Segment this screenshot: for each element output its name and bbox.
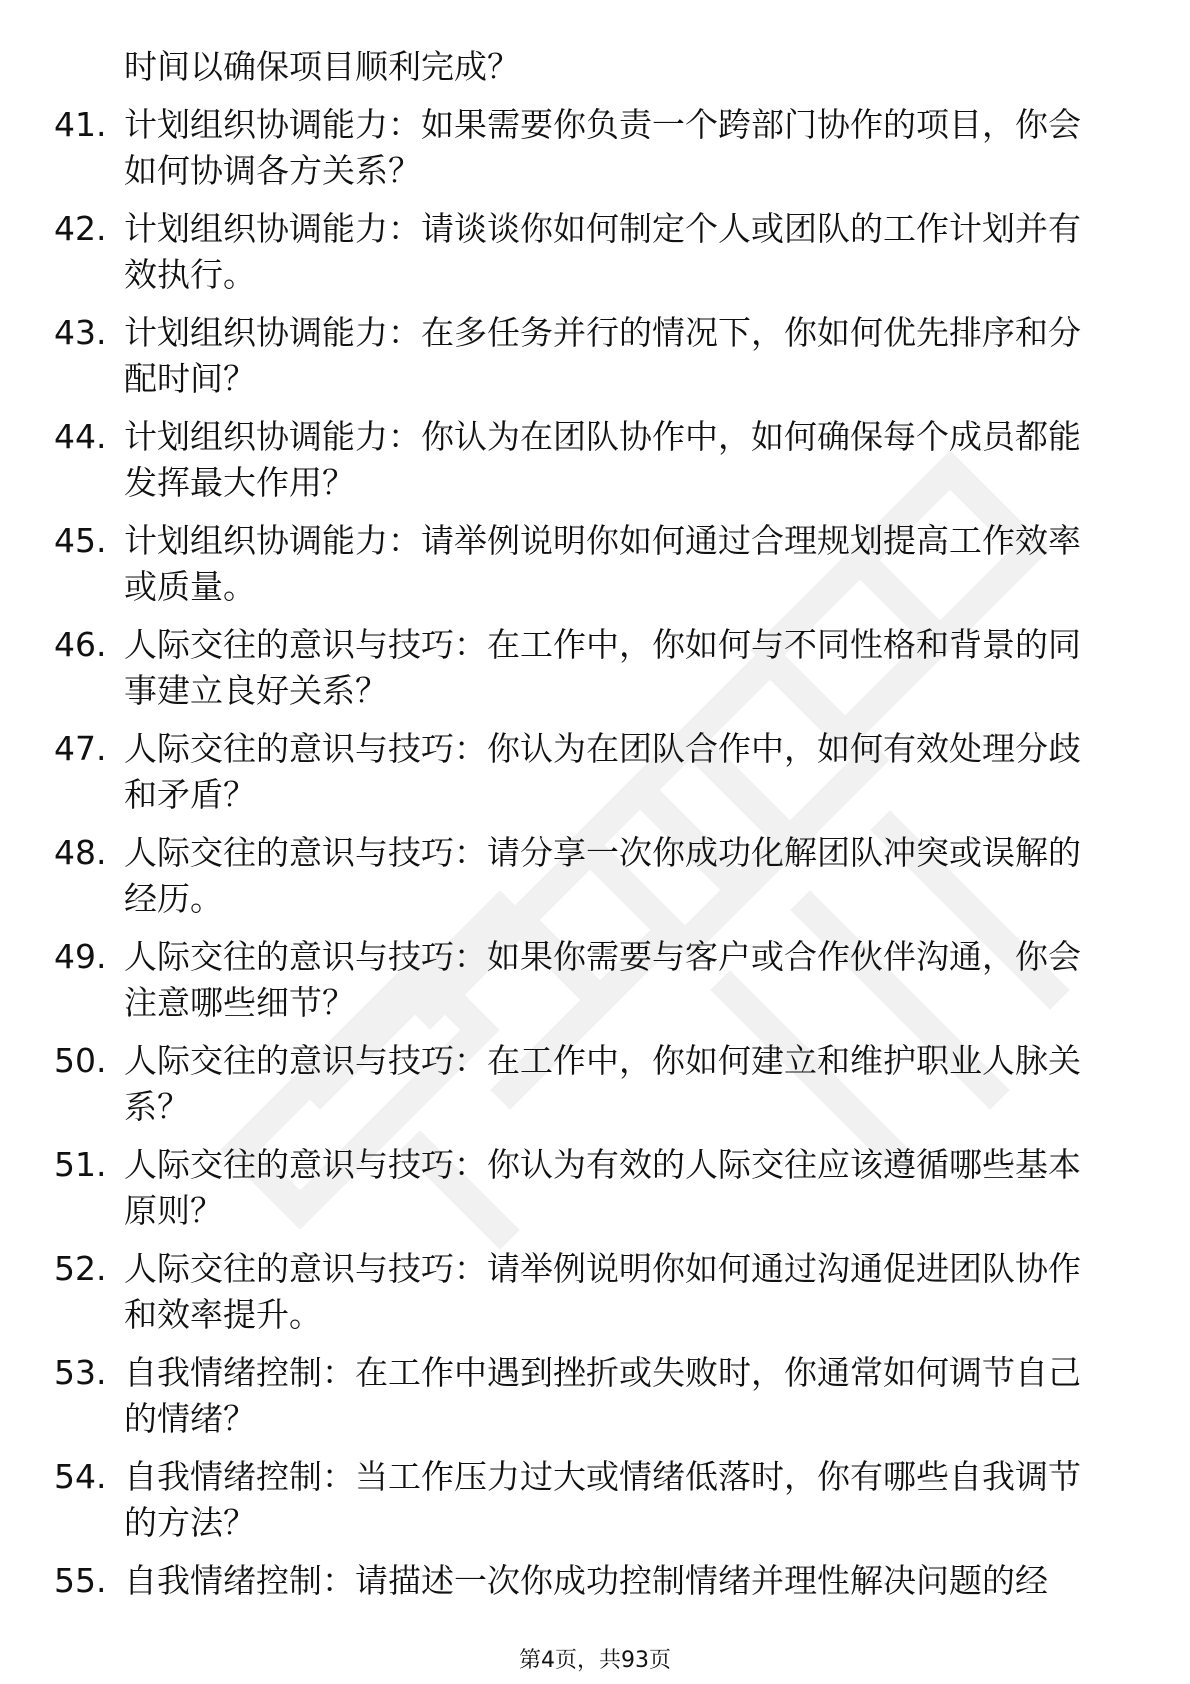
question-text: 计划组织协调能力：你认为在团队协作中，如何确保每个成员都能发挥最大作用？ (124, 417, 1081, 502)
question-text: 人际交往的意识与技巧：在工作中，你如何建立和维护职业人脉关系？ (124, 1041, 1081, 1126)
question-number: 51. (54, 1145, 107, 1184)
question-text: 自我情绪控制：在工作中遇到挫折或失败时，你通常如何调节自己的情绪？ (124, 1353, 1081, 1438)
question-item-45 (0, 518, 1190, 610)
question-text: 计划组织协调能力：请举例说明你如何通过合理规划提高工作效率或质量。 (124, 521, 1081, 606)
question-text: 自我情绪控制：当工作压力过大或情绪低落时，你有哪些自我调节的方法？ (124, 1457, 1081, 1542)
question-number: 46. (54, 625, 107, 664)
question-text: 人际交往的意识与技巧：请分享一次你成功化解团队冲突或误解的经历。 (124, 833, 1081, 918)
question-number: 43. (54, 313, 107, 352)
question-number: 42. (54, 209, 107, 248)
question-number: 41. (54, 105, 107, 144)
continued-question-text: 时间以确保项目顺利完成？ (124, 47, 520, 86)
page-footer: 第4页，共93页 (519, 1648, 671, 1673)
question-number: 45. (54, 521, 107, 560)
question-number: 52. (54, 1249, 107, 1288)
question-item-43 (0, 310, 1190, 402)
question-item-44 (0, 414, 1190, 506)
question-item-50 (0, 1038, 1190, 1130)
question-text: 计划组织协调能力：在多任务并行的情况下，你如何优先排序和分配时间？ (124, 313, 1081, 398)
question-number: 54. (54, 1457, 107, 1496)
question-item-54 (0, 1454, 1190, 1546)
question-number: 53. (54, 1353, 107, 1392)
question-text: 人际交往的意识与技巧：你认为在团队合作中，如何有效处理分歧和矛盾？ (124, 729, 1081, 814)
question-number: 48. (54, 833, 107, 872)
question-number: 55. (54, 1561, 107, 1600)
question-item-48 (0, 830, 1190, 922)
question-text: 自我情绪控制：请描述一次你成功控制情绪并理性解决问题的经 (124, 1561, 1048, 1600)
question-item-51 (0, 1142, 1190, 1234)
question-number: 47. (54, 729, 107, 768)
question-item-46 (0, 622, 1190, 714)
question-text: 人际交往的意识与技巧：请举例说明你如何通过沟通促进团队协作和效率提升。 (124, 1249, 1081, 1334)
question-text: 人际交往的意识与技巧：你认为有效的人际交往应该遵循哪些基本原则？ (124, 1145, 1081, 1230)
question-text: 人际交往的意识与技巧：如果你需要与客户或合作伙伴沟通，你会注意哪些细节？ (124, 937, 1081, 1022)
question-item-47 (0, 726, 1190, 818)
question-item-53 (0, 1350, 1190, 1442)
question-number: 44. (54, 417, 107, 456)
question-item-42 (0, 206, 1190, 298)
question-list (0, 44, 1190, 1616)
question-item-55 (0, 1558, 1190, 1604)
question-item-41 (0, 102, 1190, 194)
question-item-49 (0, 934, 1190, 1026)
question-item-52 (0, 1246, 1190, 1338)
question-number: 50. (54, 1041, 107, 1080)
question-number: 49. (54, 937, 107, 976)
question-text: 计划组织协调能力：请谈谈你如何制定个人或团队的工作计划并有效执行。 (124, 209, 1081, 294)
question-text: 计划组织协调能力：如果需要你负责一个跨部门协作的项目，你会如何协调各方关系？ (124, 105, 1081, 190)
question-text: 人际交往的意识与技巧：在工作中，你如何与不同性格和背景的同事建立良好关系？ (124, 625, 1081, 710)
